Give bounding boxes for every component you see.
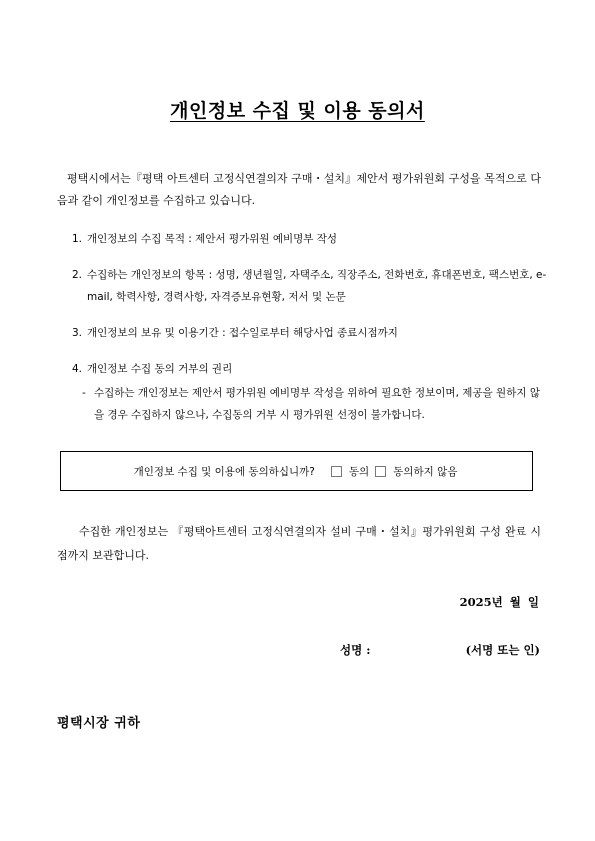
agree-option[interactable] bbox=[327, 464, 369, 479]
sub-text: 수집하는 개인정보는 제안서 평가위원 예비명부 작성을 위하여 필요한 정보이며, 제공을 원하지 않을 경우 수집하지 않으나, 수집동의 거부 시 평가위원 선정이 불가합니다. bbox=[94, 387, 540, 421]
addressee: 평택시장 귀하 bbox=[57, 716, 141, 731]
retention-paragraph: 수집한 개인정보는 『평택아트센터 고정식연결의자 설비 구매・설치』평가위원회 구성 완료 시점까지 보관합니다. bbox=[57, 525, 541, 562]
item-number: 3. bbox=[72, 327, 83, 339]
item-text: 수집하는 개인정보의 항목 : 성명, 생년월일, 자택주소, 직장주소, 전화번호, 휴대폰번호, 팩스번호, e-mail, 학력사항, 경력사항, 자격증보유현황, 저서 및 논문 bbox=[87, 269, 547, 303]
item-sub-note bbox=[82, 382, 540, 426]
disagree-checkbox[interactable] bbox=[375, 466, 386, 477]
signature-note: (서명 또는 인) bbox=[465, 643, 540, 657]
list-item bbox=[72, 228, 542, 250]
agree-checkbox[interactable] bbox=[331, 466, 342, 477]
item-number: 4. bbox=[72, 363, 83, 375]
date-line: 2025년 월 일 bbox=[459, 595, 539, 609]
list-item bbox=[72, 358, 542, 380]
sub-dash: - bbox=[82, 387, 86, 399]
agree-label: 동의 bbox=[348, 465, 370, 478]
list-item bbox=[72, 264, 557, 308]
document-title: 개인정보 수집 및 이용 동의서 bbox=[170, 100, 425, 122]
consent-question: 개인정보 수집 및 이용에 동의하십니까? bbox=[133, 465, 315, 478]
item-number: 2. bbox=[72, 269, 83, 281]
list-item bbox=[72, 322, 542, 344]
item-text: 개인정보의 보유 및 이용기간 : 접수일로부터 해당사업 종료시점까지 bbox=[87, 327, 398, 339]
consent-box bbox=[60, 451, 533, 491]
item-text: 개인정보 수집 동의 거부의 권리 bbox=[87, 363, 233, 375]
item-number: 1. bbox=[72, 233, 83, 245]
disagree-label: 동의하지 않음 bbox=[393, 465, 458, 478]
intro-paragraph: 평택시에서는『평택 아트센터 고정식연결의자 구매・설치』제안서 평가위원회 구성을 목적으로 다음과 같이 개인정보를 수집하고 있습니다. bbox=[57, 172, 541, 207]
signature-label: 성명 : bbox=[340, 643, 371, 657]
disagree-option[interactable] bbox=[371, 464, 457, 479]
item-text: 개인정보의 수집 목적 : 제안서 평가위원 예비명부 작성 bbox=[87, 233, 338, 245]
